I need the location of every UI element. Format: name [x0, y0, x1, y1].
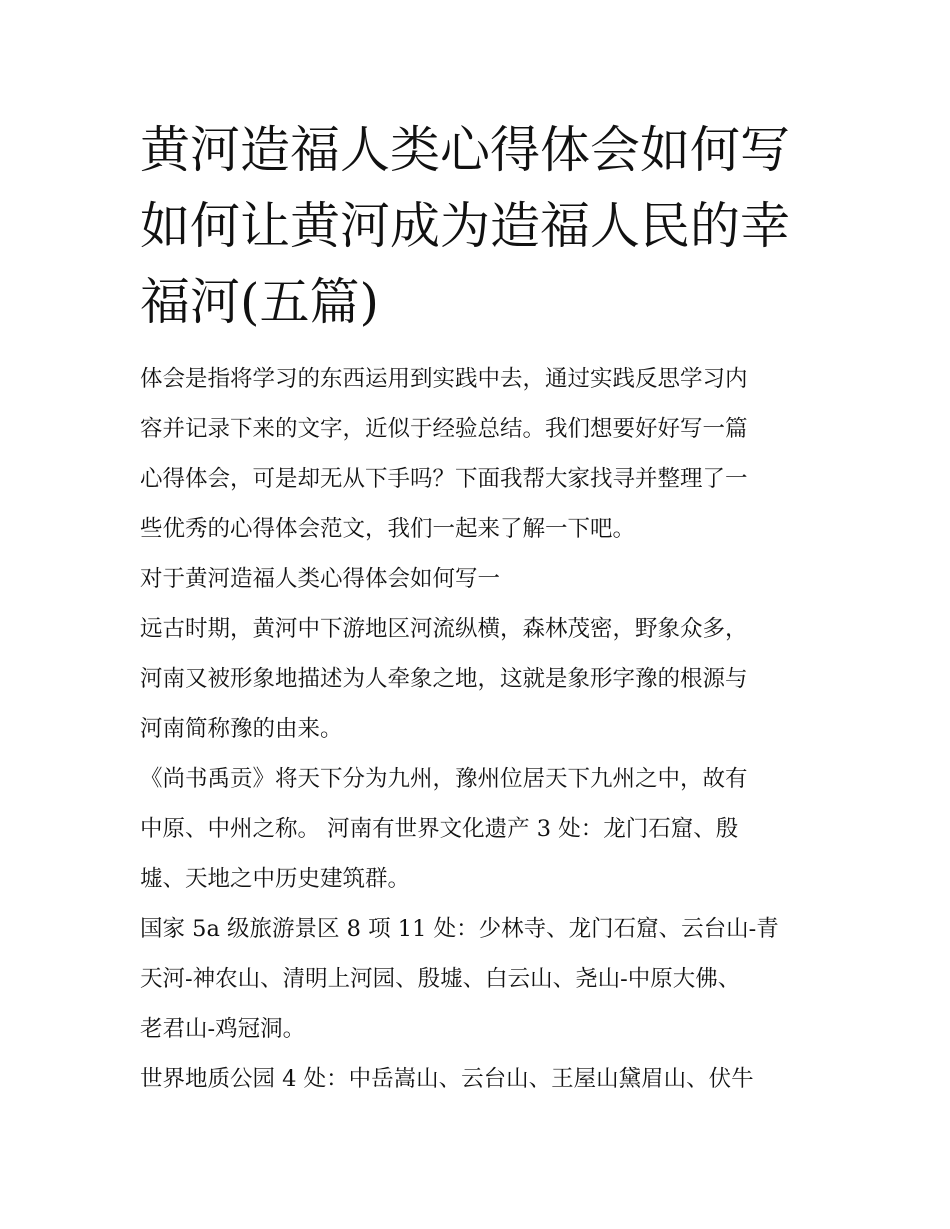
title-line: 如何让黄河成为造福人民的幸: [140, 197, 790, 255]
body-paragraph: [140, 604, 815, 754]
title-line: 黄河造福人类心得体会如何写: [140, 121, 790, 179]
text-line: 河南又被形象地描述为人牵象之地，这就是象形字豫的根源与: [140, 666, 748, 692]
text-line: 老君山-鸡冠洞。: [140, 1016, 306, 1042]
text-line: 天河-神农山、清明上河园、殷墟、白云山、尧山-中原大佛、: [140, 966, 741, 992]
text-line: 河南简称豫的由来。: [140, 716, 343, 742]
title-line: 福河(五篇): [140, 273, 380, 331]
text-line: 国家 5a 级旅游景区 8 项 11 处：少林寺、龙门石窟、云台山-青: [140, 916, 779, 942]
intro-paragraph: [140, 354, 815, 554]
text-line: 世界地质公园 4 处：中岳嵩山、云台山、王屋山黛眉山、伏牛: [140, 1066, 754, 1092]
text-line: 容并记录下来的文字，近似于经验总结。我们想要好好写一篇: [140, 416, 748, 442]
body-paragraph: [140, 1054, 815, 1104]
body-paragraph: [140, 754, 815, 904]
text-line: 体会是指将学习的东西运用到实践中去，通过实践反思学习内: [140, 366, 748, 392]
text-line: 对于黄河造福人类心得体会如何写一: [140, 566, 501, 592]
document-title: [140, 112, 815, 340]
text-line: 远古时期，黄河中下游地区河流纵横，森林茂密，野象众多，: [140, 616, 748, 642]
text-line: 些优秀的心得体会范文，我们一起来了解一下吧。: [140, 516, 636, 542]
text-line: 心得体会，可是却无从下手吗？下面我帮大家找寻并整理了一: [140, 466, 748, 492]
text-line: 墟、天地之中历史建筑群。: [140, 866, 411, 892]
text-line: 《尚书禹贡》将天下分为九州，豫州位居天下九州之中，故有: [140, 766, 748, 792]
text-line: 中原、中州之称。 河南有世界文化遗产 3 处：龙门石窟、殷: [140, 816, 739, 842]
document-page: [140, 112, 815, 1104]
section-heading: [140, 554, 815, 604]
body-paragraph: [140, 904, 815, 1054]
